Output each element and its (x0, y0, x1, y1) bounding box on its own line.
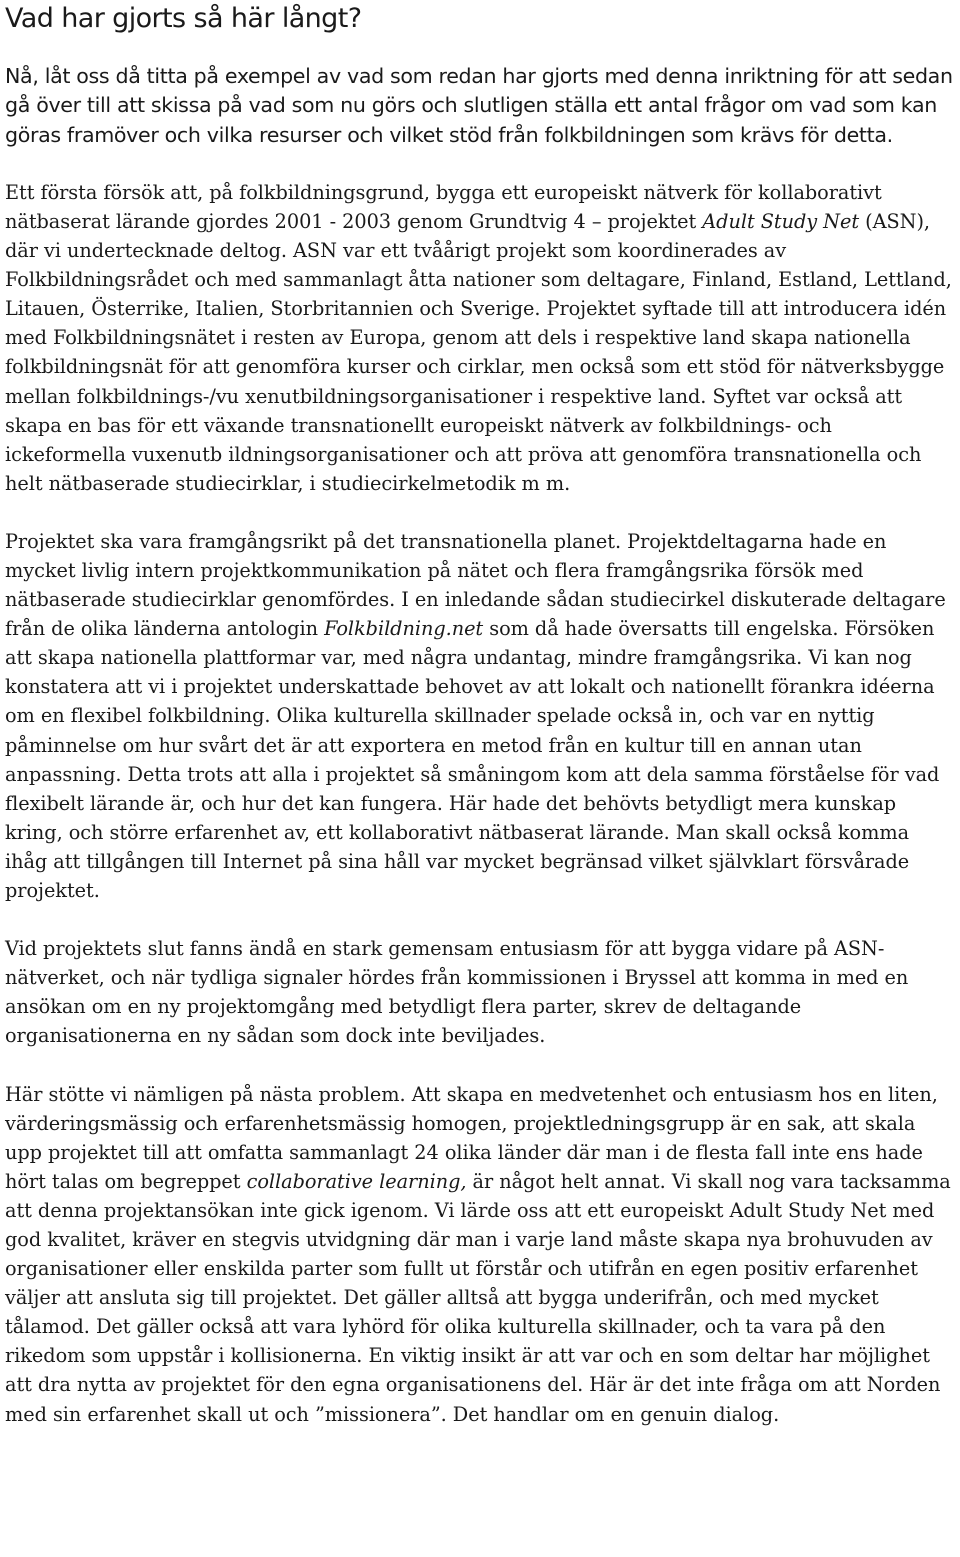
paragraph-text: som då hade översatts till engelska. Försöken att skapa nationella plattformar var, med några undantag, mindre framgångsrika. Vi kan nog konstatera att vi i projektet underskattade behovet av att lokalt och nationellt förankra idéerna om en flexibel folkbildning. Olika kulturella skillnader spelade också in, och var en nyttig påminnelse om hur svårt det är att exportera en metod från en kultur till en annan utan anpassning. Detta trots att alla i projektet så småningom kom att dela samma förståelse för vad flexibelt lärande är, och hur det kan fungera. Här hade det behövts betydligt mera kunskap kring, och större erfarenhet av, ett kollaborativt nätbaserat lärande. Man skall också komma ihåg att tillgången till Internet på sina håll var mycket begränsad vilket självklart försvårade projektet. (5, 617, 940, 903)
paragraph-asn-project (5, 178, 957, 498)
paragraph-text: Projektet ska vara framgångsrikt på det transnationella planet. Projektdeltagarna hade en mycket livlig intern projektkommunikation på nätet och flera framgångsrika försök med nätbaserade studiecirklar genomfördes. I en inledande sådan studiecirkel diskuterade deltagare från de olika länderna antologin (5, 529, 946, 641)
section-heading: Vad har gjorts så här långt? (5, 3, 362, 34)
intro-paragraph: Nå, låt oss då titta på exempel av vad som redan har gjorts med denna inriktning för att sedan gå över till att skissa på vad som nu görs och slutligen ställa ett antal frågor om vad som kan göras framöver och vilka resurser och vilket stöd från folkbildningen som krävs för detta. (5, 64, 953, 147)
italic-term: Adult Study Net (702, 209, 860, 233)
paragraph-text: Här stötte vi nämligen på nästa problem. Att skapa en medvetenhet och entusiasm hos en liten, värderingsmässig och erfarenhetsmässig homogen, projektledningsgrupp är en sak, att skala upp projektet till att omfatta sammanlagt 24 olika länder där man i de flesta fall inte ens hade hört talas om begreppet (5, 1082, 938, 1193)
paragraph-text: är något helt annat. Vi skall nog vara tacksamma att denna projektansökan inte gick igenom. Vi lärde oss att ett europeiskt Adult Study Net med god kvalitet, kräver en stegvis utvidgning där man i varje land måste skapa nya brohuvuden av organisationer eller enskilda parter som fullt ut förstår och utifrån en egen positiv erfarenhet väljer att ansluta sig till projektet. Det gäller alltså att bygga underifrån, och med mycket tålamod. Det gäller också att vara lyhörd för olika kulturella skillnader, och ta vara på den rikedom som uppstår i kollisionerna. En viktig insikt är att var och en som deltar har möjlighet att dra nytta av projektet för den egna organisationens del. Här är det inte fråga om att Norden med sin erfarenhet skall ut och ”missionera”. Det handlar om en genuin dialog. (5, 1169, 951, 1426)
paragraph-text: (ASN), där vi undertecknade deltog. ASN var ett tvåårigt projekt som koordinerades av Folkbildningsrådet och med sammanlagt åtta nationer som deltagare, Finland, Estland, Lettland, Litauen, Österrike, Italien, Storbritannien och Sverige. Projektet syftade till att introducera idén med Folkbildningsnätet i resten av Europa, genom att dels i respektive land skapa nationella folkbildningsnät för att genomföra kurser och cirklar, men också som ett stöd för nätverksbygge mellan folkbildnings-/vu xenutbildningsorganisationer i respektive land. Syftet var också att skapa en bas för ett växande transnationellt europeiskt nätverk av folkbildnings- och ickeformella vuxenutb ildningsorganisationer och att pröva att genomföra transnationella och helt nätbaserade studiecirklar, i studiecirkelmetodik m m. (5, 209, 952, 495)
paragraph-text: Ett första försök att, på folkbildningsgrund, bygga ett europeiskt nätverk för kollaborativt nätbaserat lärande gjordes 2001 - 2003 genom Grundtvig 4 – projektet (5, 180, 882, 233)
italic-term: Folkbildning.net (324, 617, 484, 641)
paragraph-project-end: Vid projektets slut fanns ändå en stark gemensam entusiasm för att bygga vidare på ASN-nätverket, och när tydliga signaler hördes från kommissionen i Bryssel att komma in med en ansökan om en ny projektomgång med betydligt flera parter, skrev de deltagande organisationerna en ny sådan som dock inte beviljades. (5, 937, 909, 1048)
paragraph-next-problem (5, 1080, 957, 1429)
paragraph-results (5, 527, 957, 905)
document-page (5, 0, 957, 1429)
italic-term: collaborative learning, (246, 1169, 467, 1193)
